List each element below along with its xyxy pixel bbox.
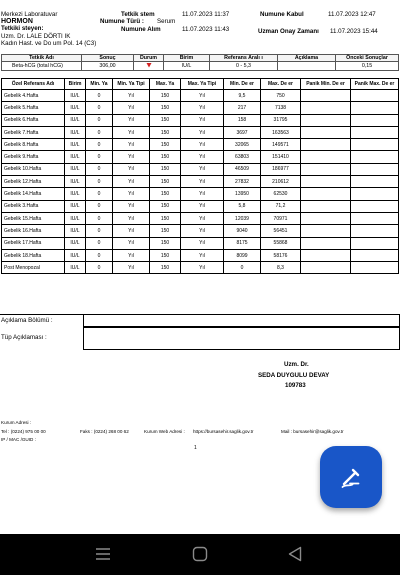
cell-max-deger: 70971 bbox=[261, 212, 301, 224]
col-max-yas-tipi: Max. Ya Tipi bbox=[181, 79, 224, 90]
cell-min-yas: 0 bbox=[86, 212, 113, 224]
cell-max-deger: 71,2 bbox=[261, 200, 301, 212]
result-row bbox=[2, 62, 399, 71]
cell-ozel-referans-adi: Gebelik 16.Hafta bbox=[2, 225, 65, 237]
cell-birim: IU/L bbox=[65, 262, 86, 274]
cell-max-yas: 150 bbox=[150, 163, 181, 175]
cell-min-yas: 0 bbox=[86, 163, 113, 175]
cell-min-yas: 0 bbox=[86, 237, 113, 249]
home-icon[interactable] bbox=[192, 546, 208, 562]
cell-panik-max bbox=[351, 139, 399, 151]
cell-min-deger: 5,8 bbox=[224, 200, 261, 212]
cell-panik-max bbox=[351, 249, 399, 261]
cell-max-yas: 150 bbox=[150, 249, 181, 261]
cell-min-yas-tipi: Yıl bbox=[113, 237, 150, 249]
reference-row bbox=[2, 237, 399, 249]
cell-min-deger: 46509 bbox=[224, 163, 261, 175]
cell-min-yas: 0 bbox=[86, 151, 113, 163]
uzman-onay-label: Uzman Onay Zamanı bbox=[258, 28, 319, 35]
uzman-onay-value: 11.07.2023 15:44 bbox=[330, 28, 378, 35]
cell-birim: IU/L bbox=[65, 90, 86, 102]
cell-panik-max bbox=[351, 212, 399, 224]
reference-row bbox=[2, 126, 399, 138]
cell-panik-min bbox=[301, 237, 351, 249]
cell-max-deger: 58176 bbox=[261, 249, 301, 261]
cell-min-deger: 217 bbox=[224, 102, 261, 114]
cell-max-yas-tipi: Yıl bbox=[181, 114, 224, 126]
cell-birim: IU/L bbox=[65, 126, 86, 138]
cell-min-yas: 0 bbox=[86, 262, 113, 274]
tetkik-istem-label: Tetkik stem bbox=[121, 11, 155, 18]
cell-ozel-referans-adi: Gebelik 4.Hafta bbox=[2, 90, 65, 102]
cell-panik-max bbox=[351, 90, 399, 102]
edit-fab-button[interactable] bbox=[320, 446, 382, 508]
cell-max-yas: 150 bbox=[150, 126, 181, 138]
cell-min-deger: 27832 bbox=[224, 176, 261, 188]
cell-panik-min bbox=[301, 139, 351, 151]
result-table bbox=[1, 54, 399, 71]
cell-panik-max bbox=[351, 188, 399, 200]
cell-max-yas-tipi: Yıl bbox=[181, 176, 224, 188]
cell-panik-max bbox=[351, 163, 399, 175]
cell-max-deger: 149571 bbox=[261, 139, 301, 151]
numune-turu-value: Serum bbox=[157, 18, 176, 25]
cell-min-yas: 0 bbox=[86, 102, 113, 114]
cell-ozel-referans-adi: Gebelik 18.Hafta bbox=[2, 249, 65, 261]
cell-panik-min bbox=[301, 176, 351, 188]
cell-ozel-referans-adi: Gebelik 14.Hafta bbox=[2, 188, 65, 200]
cell-ozel-referans-adi: Gebelik 10.Hafta bbox=[2, 163, 65, 175]
cell-max-yas-tipi: Yıl bbox=[181, 90, 224, 102]
numune-kabul-value: 11.07.2023 12:47 bbox=[328, 11, 376, 18]
recent-apps-icon[interactable] bbox=[95, 547, 111, 561]
col-onceki: Önceki Sonuçlar bbox=[336, 55, 399, 62]
numune-alim-label: Numune Alım bbox=[121, 26, 161, 33]
cell-min-deger: 12039 bbox=[224, 212, 261, 224]
cell-min-deger: 63803 bbox=[224, 151, 261, 163]
cell-max-yas: 150 bbox=[150, 188, 181, 200]
edit-pen-icon bbox=[338, 464, 364, 490]
down-arrow-flag-icon bbox=[146, 62, 152, 68]
cell-max-deger: 55868 bbox=[261, 237, 301, 249]
cell-panik-min bbox=[301, 200, 351, 212]
cell-min-yas-tipi: Yıl bbox=[113, 212, 150, 224]
cell-birim: IU/L bbox=[65, 176, 86, 188]
cell-ozel-referans-adi: Gebelik 5.Hafta bbox=[2, 102, 65, 114]
cell-min-deger: 8175 bbox=[224, 237, 261, 249]
back-icon[interactable] bbox=[288, 546, 302, 562]
cell-max-yas: 150 bbox=[150, 225, 181, 237]
cell-min-yas-tipi: Yıl bbox=[113, 90, 150, 102]
department-title: HORMON bbox=[1, 18, 33, 25]
col-ozel-referans: Özel Referans Adı bbox=[2, 79, 65, 90]
cell-min-yas: 0 bbox=[86, 114, 113, 126]
cell-panik-max bbox=[351, 237, 399, 249]
test-unit: IU/L bbox=[164, 62, 210, 71]
cell-min-yas-tipi: Yıl bbox=[113, 262, 150, 274]
cell-panik-min bbox=[301, 188, 351, 200]
reference-row bbox=[2, 176, 399, 188]
footer-web-label: Kurum Web Adresi : bbox=[144, 429, 185, 434]
reference-row bbox=[2, 102, 399, 114]
cell-max-deger: 31795 bbox=[261, 114, 301, 126]
cell-max-yas: 150 bbox=[150, 262, 181, 274]
cell-panik-max bbox=[351, 225, 399, 237]
cell-panik-max bbox=[351, 176, 399, 188]
cell-min-yas-tipi: Yıl bbox=[113, 114, 150, 126]
reference-row bbox=[2, 139, 399, 151]
col-referans: Referans Aralı ı bbox=[210, 55, 278, 62]
col-tetkik-adi: Tetkik Adı bbox=[2, 55, 82, 62]
reference-row bbox=[2, 188, 399, 200]
doctor-name: Uzm. Dr. LALE DÖRTI IK bbox=[1, 33, 71, 40]
cell-max-yas-tipi: Yıl bbox=[181, 225, 224, 237]
col-min-deger: Min. De er bbox=[224, 79, 261, 90]
col-min-yas: Min. Ya bbox=[86, 79, 113, 90]
kurum-adresi: Kurum Adresi : bbox=[1, 420, 32, 425]
reference-table-body bbox=[2, 90, 399, 274]
cell-birim: IU/L bbox=[65, 163, 86, 175]
cell-max-yas: 150 bbox=[150, 114, 181, 126]
footer-ip-mac: IP / MAC /GUID : bbox=[1, 437, 36, 442]
cell-min-yas: 0 bbox=[86, 225, 113, 237]
reference-table-header bbox=[2, 79, 399, 90]
cell-min-yas: 0 bbox=[86, 139, 113, 151]
reference-table bbox=[1, 78, 399, 274]
cell-max-yas: 150 bbox=[150, 151, 181, 163]
col-aciklama: Açıklama bbox=[278, 55, 336, 62]
cell-min-deger: 0 bbox=[224, 262, 261, 274]
cell-min-yas: 0 bbox=[86, 176, 113, 188]
cell-min-yas-tipi: Yıl bbox=[113, 200, 150, 212]
cell-ozel-referans-adi: Post Menopozal bbox=[2, 262, 65, 274]
col-sonuc: Sonuç bbox=[82, 55, 134, 62]
tetkik-istem-value: 11.07.2023 11:37 bbox=[182, 11, 230, 18]
cell-panik-min bbox=[301, 225, 351, 237]
tup-aciklama-box bbox=[83, 326, 400, 350]
page-number: 1 bbox=[194, 445, 197, 451]
cell-max-yas: 150 bbox=[150, 102, 181, 114]
reference-row bbox=[2, 90, 399, 102]
cell-max-yas: 150 bbox=[150, 212, 181, 224]
signature-number: 109783 bbox=[285, 382, 306, 389]
cell-max-deger: 151410 bbox=[261, 151, 301, 163]
cell-min-yas-tipi: Yıl bbox=[113, 249, 150, 261]
cell-ozel-referans-adi: Gebelik 15.Hafta bbox=[2, 212, 65, 224]
aciklama-bolumu-label: Açıklama Bölümü : bbox=[1, 317, 53, 324]
test-reference: 0 - 5,3 bbox=[210, 62, 278, 71]
col-birim: Birim bbox=[164, 55, 210, 62]
cell-max-yas-tipi: Yıl bbox=[181, 237, 224, 249]
signature-name: SEDA DUYGULU DEVAY bbox=[258, 372, 330, 379]
cell-min-yas-tipi: Yıl bbox=[113, 188, 150, 200]
reference-row bbox=[2, 249, 399, 261]
cell-min-yas: 0 bbox=[86, 200, 113, 212]
cell-max-yas-tipi: Yıl bbox=[181, 102, 224, 114]
cell-max-yas-tipi: Yıl bbox=[181, 151, 224, 163]
cell-min-yas-tipi: Yıl bbox=[113, 225, 150, 237]
tup-aciklamasi-label: Tüp Açıklaması : bbox=[1, 334, 47, 341]
cell-min-yas: 0 bbox=[86, 249, 113, 261]
cell-birim: IU/L bbox=[65, 200, 86, 212]
cell-max-yas: 150 bbox=[150, 90, 181, 102]
reference-row bbox=[2, 212, 399, 224]
cell-min-deger: 13950 bbox=[224, 188, 261, 200]
cell-max-deger: 56451 bbox=[261, 225, 301, 237]
cell-ozel-referans-adi: Gebelik 9.Hafta bbox=[2, 151, 65, 163]
col-max-deger: Max. De er bbox=[261, 79, 301, 90]
cell-max-yas-tipi: Yıl bbox=[181, 212, 224, 224]
cell-min-yas-tipi: Yıl bbox=[113, 163, 150, 175]
cell-min-deger: 158 bbox=[224, 114, 261, 126]
cell-birim: IU/L bbox=[65, 188, 86, 200]
footer-mail: Mail : bursasehir@saglik.gov.tr bbox=[281, 429, 344, 434]
cell-panik-min bbox=[301, 90, 351, 102]
test-name: Beta-hCG (total hCG) bbox=[2, 62, 82, 71]
col-panik-min: Panik Min. De er bbox=[301, 79, 351, 90]
signature-title: Uzm. Dr. bbox=[284, 361, 309, 368]
cell-max-yas-tipi: Yıl bbox=[181, 200, 224, 212]
numune-kabul-label: Numune Kabul bbox=[260, 11, 304, 18]
cell-max-deger: 210612 bbox=[261, 176, 301, 188]
reference-row bbox=[2, 200, 399, 212]
cell-panik-min bbox=[301, 114, 351, 126]
clinic-name: Kadın Hast. ve Do um Pol. 14 (C3) bbox=[1, 40, 97, 47]
cell-panik-min bbox=[301, 102, 351, 114]
cell-panik-min bbox=[301, 249, 351, 261]
cell-panik-max bbox=[351, 114, 399, 126]
cell-panik-min bbox=[301, 262, 351, 274]
cell-min-deger: 9,5 bbox=[224, 90, 261, 102]
cell-panik-max bbox=[351, 126, 399, 138]
footer-tel: Tel : (0224) 975 00 00 bbox=[1, 429, 46, 434]
footer-faks: Faks : (0224) 268 00 62 bbox=[80, 429, 129, 434]
cell-max-deger: 62530 bbox=[261, 188, 301, 200]
cell-panik-max bbox=[351, 102, 399, 114]
cell-ozel-referans-adi: Gebelik 12.Hafta bbox=[2, 176, 65, 188]
cell-birim: IU/L bbox=[65, 114, 86, 126]
cell-min-yas-tipi: Yıl bbox=[113, 151, 150, 163]
cell-min-deger: 32065 bbox=[224, 139, 261, 151]
cell-panik-min bbox=[301, 163, 351, 175]
cell-panik-min bbox=[301, 212, 351, 224]
cell-max-deger: 186977 bbox=[261, 163, 301, 175]
cell-birim: IU/L bbox=[65, 139, 86, 151]
cell-ozel-referans-adi: Gebelik 8.Hafta bbox=[2, 139, 65, 151]
system-nav-bar bbox=[0, 534, 400, 575]
cell-panik-max bbox=[351, 262, 399, 274]
cell-max-yas: 150 bbox=[150, 237, 181, 249]
lab-name: Merkezi Laboratuvar bbox=[1, 11, 58, 18]
cell-min-deger: 3697 bbox=[224, 126, 261, 138]
reference-row bbox=[2, 163, 399, 175]
cell-ozel-referans-adi: Gebelik 6.Hafta bbox=[2, 114, 65, 126]
cell-min-yas-tipi: Yıl bbox=[113, 139, 150, 151]
cell-max-yas: 150 bbox=[150, 200, 181, 212]
cell-panik-min bbox=[301, 151, 351, 163]
cell-ozel-referans-adi: Gebelik 3.Hafta bbox=[2, 200, 65, 212]
tetkiki-isteyen-label: Tetkiki steyen: bbox=[1, 25, 44, 32]
test-value: 306,00 bbox=[82, 62, 134, 71]
cell-birim: IU/L bbox=[65, 249, 86, 261]
cell-ozel-referans-adi: Gebelik 7.Hafta bbox=[2, 126, 65, 138]
test-comment bbox=[278, 62, 336, 71]
cell-birim: IU/L bbox=[65, 212, 86, 224]
cell-min-yas-tipi: Yıl bbox=[113, 126, 150, 138]
cell-min-deger: 9040 bbox=[224, 225, 261, 237]
cell-min-yas-tipi: Yıl bbox=[113, 176, 150, 188]
cell-panik-max bbox=[351, 151, 399, 163]
cell-birim: IU/L bbox=[65, 237, 86, 249]
cell-max-deger: 7138 bbox=[261, 102, 301, 114]
cell-max-yas-tipi: Yıl bbox=[181, 126, 224, 138]
cell-max-yas-tipi: Yıl bbox=[181, 163, 224, 175]
cell-max-deger: 750 bbox=[261, 90, 301, 102]
col-birim: Birim bbox=[65, 79, 86, 90]
numune-alim-value: 11.07.2023 11:43 bbox=[182, 26, 230, 33]
reference-row bbox=[2, 262, 399, 274]
cell-max-deger: 163563 bbox=[261, 126, 301, 138]
cell-max-yas: 150 bbox=[150, 139, 181, 151]
cell-max-yas-tipi: Yıl bbox=[181, 139, 224, 151]
cell-panik-min bbox=[301, 126, 351, 138]
col-max-yas: Max. Ya bbox=[150, 79, 181, 90]
cell-max-yas-tipi: Yıl bbox=[181, 188, 224, 200]
cell-ozel-referans-adi: Gebelik 17.Hafta bbox=[2, 237, 65, 249]
cell-panik-max bbox=[351, 200, 399, 212]
col-durum: Durum bbox=[134, 55, 164, 62]
numune-turu-label: Numune Türü : bbox=[100, 18, 144, 25]
cell-birim: IU/L bbox=[65, 225, 86, 237]
cell-max-yas-tipi: Yıl bbox=[181, 262, 224, 274]
cell-min-yas: 0 bbox=[86, 126, 113, 138]
cell-max-deger: 8,3 bbox=[261, 262, 301, 274]
cell-min-deger: 8099 bbox=[224, 249, 261, 261]
cell-max-yas: 150 bbox=[150, 176, 181, 188]
footer-web: https://bursasehir.saglik.gov.tr bbox=[193, 429, 254, 434]
col-panik-max: Panik Max. De er bbox=[351, 79, 399, 90]
cell-min-yas: 0 bbox=[86, 188, 113, 200]
result-table-header bbox=[2, 55, 399, 62]
cell-birim: IU/L bbox=[65, 102, 86, 114]
test-previous: 0,15 bbox=[336, 62, 399, 71]
cell-max-yas-tipi: Yıl bbox=[181, 249, 224, 261]
reference-row bbox=[2, 114, 399, 126]
cell-min-yas: 0 bbox=[86, 90, 113, 102]
status-cell bbox=[134, 62, 164, 71]
reference-row bbox=[2, 225, 399, 237]
reference-row bbox=[2, 151, 399, 163]
cell-birim: IU/L bbox=[65, 151, 86, 163]
col-min-yas-tipi: Min. Ya Tipi bbox=[113, 79, 150, 90]
cell-min-yas-tipi: Yıl bbox=[113, 102, 150, 114]
